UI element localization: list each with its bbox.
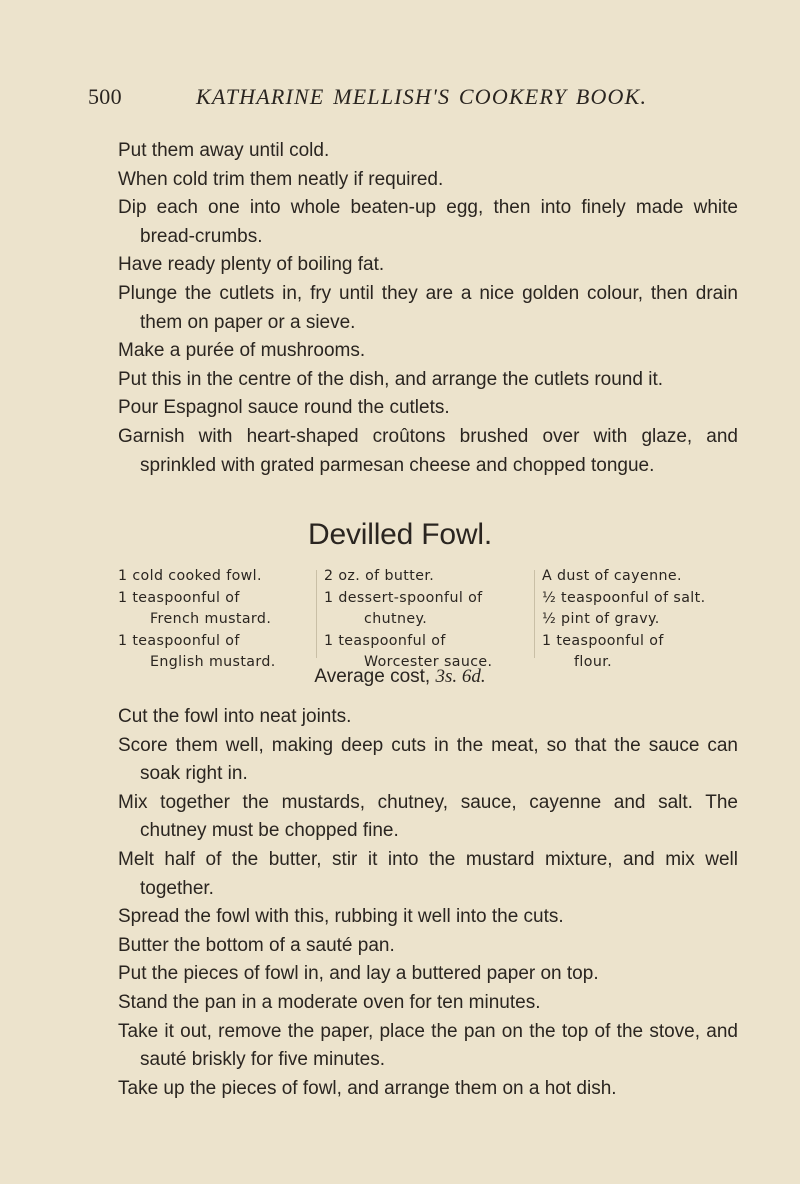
method-step: Score them well, making deep cuts in the meat, so that the sauce can soak right in. <box>118 734 738 785</box>
instruction-line: Make a purée of mushrooms. <box>118 340 366 362</box>
ingredients-table <box>118 566 748 670</box>
cost-label: Average cost, <box>314 666 431 687</box>
method-instructions <box>118 703 738 1103</box>
column-divider <box>316 570 317 658</box>
ingredient-item: 1 teaspoonful of flour. <box>542 632 664 670</box>
ingredient-item: 1 teaspoonful of English mustard. <box>118 632 276 670</box>
method-step: Stand the pan in a moderate oven for ten minutes. <box>118 991 541 1013</box>
running-title: KATHARINE MELLISH'S COOKERY BOOK. <box>196 84 648 109</box>
page-header <box>88 84 738 114</box>
cost-value: 3s. 6d. <box>435 666 486 687</box>
ingredient-item: A dust of cayenne. <box>542 568 682 584</box>
instruction-line: Put this in the centre of the dish, and arrange the cutlets round it. <box>118 368 663 390</box>
intro-instructions <box>118 137 738 480</box>
ingredient-item: 1 cold cooked fowl. <box>118 568 262 584</box>
page-number: 500 <box>88 84 122 109</box>
instruction-line: When cold trim them neatly if required. <box>118 168 444 190</box>
method-step: Put the pieces of fowl in, and lay a buttered paper on top. <box>118 963 599 985</box>
average-cost <box>0 666 800 688</box>
instruction-line: Pour Espagnol sauce round the cutlets. <box>118 397 450 419</box>
method-step: Melt half of the butter, stir it into the mustard mixture, and mix well together. <box>118 848 738 899</box>
column-divider <box>534 570 535 658</box>
ingredient-item: 2 oz. of butter. <box>324 568 435 584</box>
method-step: Mix together the mustards, chutney, sauce, cayenne and salt. The chutney must be chopped fine. <box>118 791 738 842</box>
instruction-line: Dip each one into whole beaten-up egg, then into finely made white bread-crumbs. <box>118 197 738 247</box>
method-step: Take up the pieces of fowl, and arrange them on a hot dish. <box>118 1077 617 1099</box>
ingredient-item: ½ pint of gravy. <box>542 611 660 627</box>
method-step: Spread the fowl with this, rubbing it well into the cuts. <box>118 906 564 928</box>
instruction-line: Have ready plenty of boiling fat. <box>118 254 385 276</box>
instruction-line: Put them away until cold. <box>118 140 330 161</box>
ingredients-column-3 <box>542 566 752 674</box>
ingredient-item: ½ teaspoonful of salt. <box>542 589 706 606</box>
method-step: Butter the bottom of a sauté pan. <box>118 934 395 956</box>
ingredient-item: 1 dessert-spoonful of chutney. <box>324 589 483 627</box>
ingredients-column-2 <box>324 566 529 674</box>
recipe-title: Devilled Fowl. <box>308 518 492 551</box>
method-step: Take it out, remove the paper, place the pan on the top of the stove, and sauté briskly for five minutes. <box>118 1020 738 1071</box>
instruction-line: Plunge the cutlets in, fry until they are a nice golden colour, then drain them on paper or a sieve. <box>118 282 738 333</box>
instruction-line: Garnish with heart-shaped croûtons brushed over with glaze, and sprinkled with grated parmesan cheese and chopped tongue. <box>118 425 738 476</box>
ingredients-column-1 <box>118 566 310 674</box>
ingredient-item: 1 teaspoonful of French mustard. <box>118 589 272 627</box>
ingredient-item: 1 teaspoonful of Worcester sauce. <box>324 632 493 670</box>
method-step: Cut the fowl into neat joints. <box>118 706 352 727</box>
